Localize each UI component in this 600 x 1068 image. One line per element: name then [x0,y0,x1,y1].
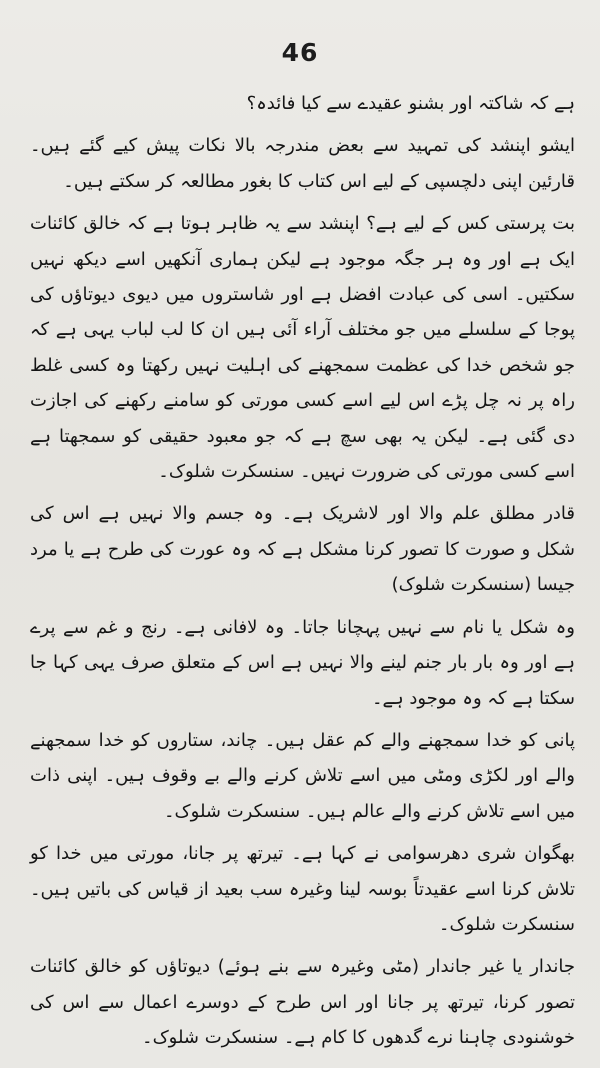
page-number: 46 [281,38,319,67]
paragraph-6: پانی کو خدا سمجھنے والے کم عقل ہیں۔ چاند، ستاروں کو خدا سمجھنے والے اور لکڑی ومٹی میں اسے تلاش کرنے والے بے وقوف ہیں۔ اپنی ذات میں اسے تلاش کرنے والے عالم ہیں۔ سنسکرت شلوک۔ [30,729,575,822]
paragraph-3: بت پرستی کس کے لیے ہے؟ اپنشد سے یہ ظاہر ہوتا ہے کہ خالق کائنات ایک ہے اور وہ ہر جگہ موجود ہے لیکن ہماری آنکھیں اسے دیکھ نہیں سکتیں۔ اسی کی عبادت افضل ہے اور شاستروں میں دیوی دیوتاؤں کی پوجا کے سلسلے میں جو مختلف آراء آئی ہیں ان کا لب لباب یہی ہے کہ جو شخص خدا کی عظمت سمجھنے کی اہلیت نہیں رکھتا وہ کسی غلط راہ پر نہ چل پڑے اس لیے اسے کسی مورتی کو سامنے رکھنے کی اجازت دی گئی ہے۔ لیکن یہ بھی سچ ہے کہ جو معبود حقیقی کو سمجھتا ہے اسے کسی مورتی کی ضرورت نہیں۔ سنسکرت شلوک۔ [30,213,575,483]
paragraph-2: ایشو اپنشد کی تمہید سے بعض مندرجہ بالا نکات پیش کیے گئے ہیں۔ قارئین اپنی دلچسپی کے لیے اس کتاب کا بغور مطالعہ کر سکتے ہیں۔ [30,135,575,192]
paragraph-5: وہ شکل یا نام سے نہیں پہچانا جاتا۔ وہ لافانی ہے۔ رنج و غم سے پرے ہے اور وہ بار بار جنم لینے والا نہیں ہے اس کے متعلق صرف یہی کہا جا سکتا ہے کہ وہ موجود ہے۔ [30,616,575,709]
paragraph-4: قادر مطلق علم والا اور لاشریک ہے۔ وہ جسم والا نہیں ہے اس کی شکل و صورت کا تصور کرنا مشکل ہے کہ وہ عورت کی طرح ہے یا مرد جیسا (سنسکرت شلوک) [30,503,575,596]
paragraph-7: بھگوان شری دھرسوامی نے کہا ہے۔ تیرتھ پر جانا، مورتی میں خدا کو تلاش کرنا اسے عقیدتاً بوسہ لینا وغیرہ سب بعید از قیاس کی باتیں ہیں۔ سنسکرت شلوک۔ [30,843,575,935]
page-text-body [30,86,575,1063]
paragraph-8: جاندار یا غیر جاندار (مٹی وغیرہ سے بنے ہوئے) دیوتاؤں کو خالق کائنات تصور کرنا، تیرتھ پر جانا اور اس طرح کے دوسرے اعمال سے اس کی خوشنودی چاہنا نرے گدھوں کا کام ہے۔ سنسکرت شلوک۔ [30,956,575,1049]
paragraph-1: ہے کہ شاکتہ اور بشنو عقیدے سے کیا فائدہ؟ [246,93,575,114]
